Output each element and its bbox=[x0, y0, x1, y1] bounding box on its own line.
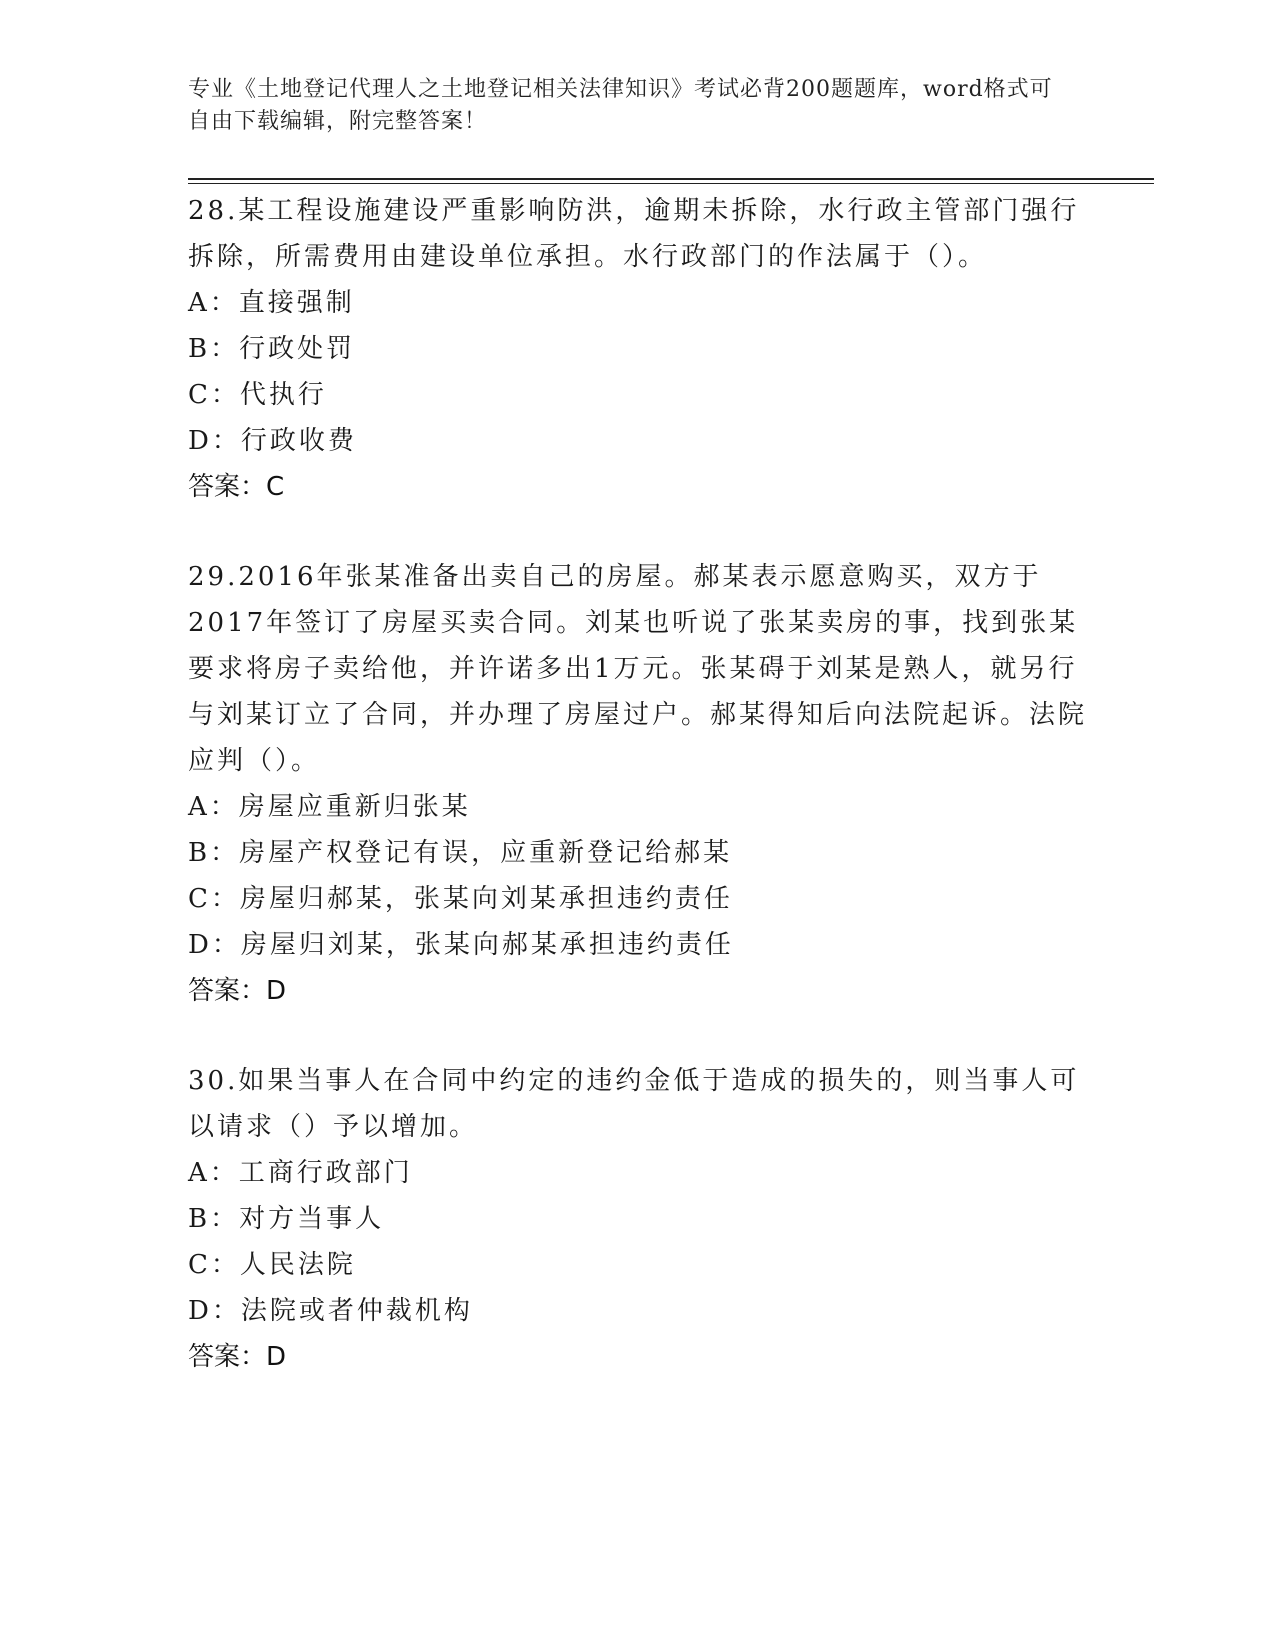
document-header: 专业《土地登记代理人之土地登记相关法律知识》考试必背200题题库，word格式可自由下载编辑，附完整答案！ bbox=[188, 77, 1053, 134]
option-b: B：房屋产权登记有误，应重新登记给郝某 bbox=[188, 838, 733, 868]
header-divider-thick bbox=[188, 178, 1154, 180]
header-divider-thin bbox=[188, 183, 1154, 184]
option-b: B：行政处罚 bbox=[188, 334, 356, 364]
option-a: A：直接强制 bbox=[188, 288, 355, 318]
option-b: B：对方当事人 bbox=[188, 1204, 385, 1234]
option-c: C：房屋归郝某，张某向刘某承担违约责任 bbox=[188, 884, 733, 914]
question-stem: 29.2016年张某准备出卖自己的房屋。郝某表示愿意购买，双方于2017年签订了房屋买卖合同。刘某也听说了张某卖房的事，找到张某要求将房子卖给他，并许诺多出1万元。张某碍于刘某是熟人，就另行与刘某订立了合同，并办理了房屋过户。郝某得知后向法院起诉。法院应判（）。 bbox=[188, 562, 1088, 776]
question-stem: 28.某工程设施建设严重影响防洪，逾期未拆除，水行政主管部门强行拆除，所需费用由建设单位承担。水行政部门的作法属于（）。 bbox=[188, 196, 1080, 272]
option-c: C：人民法院 bbox=[188, 1250, 356, 1280]
question-29 bbox=[188, 554, 1088, 1014]
question-list bbox=[188, 188, 1088, 1424]
question-30 bbox=[188, 1058, 1088, 1380]
option-a: A：工商行政部门 bbox=[188, 1158, 413, 1188]
answer-line: 答案：D bbox=[188, 976, 287, 1006]
answer-line: 答案：C bbox=[188, 472, 285, 502]
question-stem: 30.如果当事人在合同中约定的违约金低于造成的损失的，则当事人可以请求（）予以增加。 bbox=[188, 1066, 1080, 1142]
answer-line: 答案：D bbox=[188, 1342, 287, 1372]
option-d: D：法院或者仲裁机构 bbox=[188, 1296, 473, 1326]
option-a: A：房屋应重新归张某 bbox=[188, 792, 471, 822]
option-c: C：代执行 bbox=[188, 380, 327, 410]
question-28 bbox=[188, 188, 1088, 510]
option-d: D：房屋归刘某，张某向郝某承担违约责任 bbox=[188, 930, 734, 960]
option-d: D：行政收费 bbox=[188, 426, 357, 456]
